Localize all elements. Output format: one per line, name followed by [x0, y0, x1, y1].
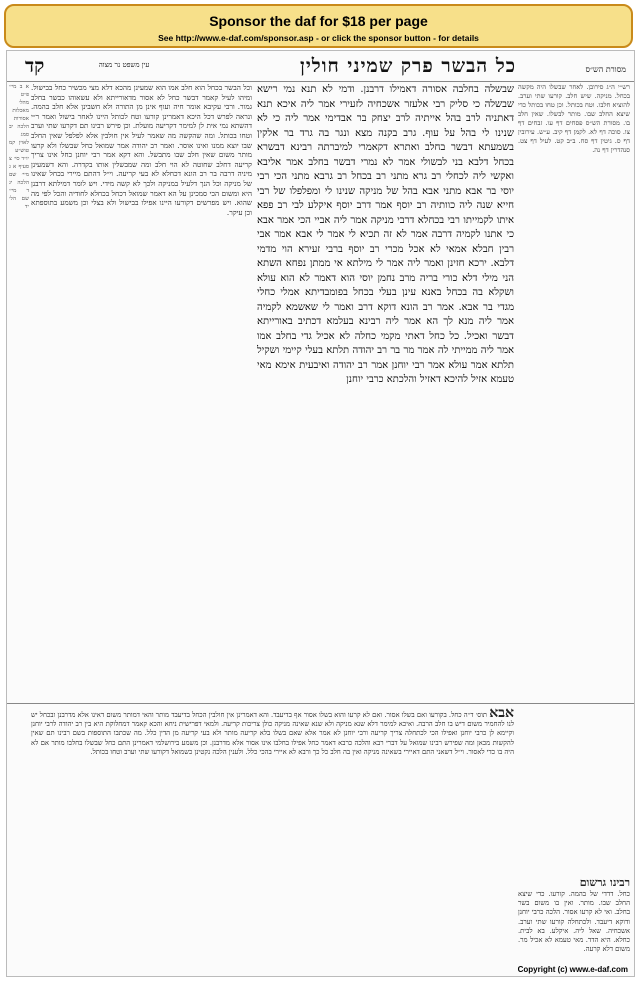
folio-number: קד — [25, 55, 45, 77]
rabbeinu-gershom-column — [518, 706, 630, 956]
bottom-commentary — [31, 706, 514, 956]
sponsor-subtitle: See http://www.e-daf.com/sponsor.asp - or click the sponsor button - for details — [158, 33, 479, 43]
page-title: כל הבשר פרק שמיני חולין — [299, 55, 516, 77]
tosafot-column: וכל הבשר בכחל הוא חלב אמו הוא שמעינן מהכא דלא מצי מכשיר כחל בבישול. ומיהו לעיל קאמר דבשר כחל לא אסור מדאורייתא ולא עשאוהו כבשר בחלב גמור. ורבי עקיבא אומר חיה ועוף אינן מן התורה ולא חשבינן אלא חלב בהמה. ונראה לפרש דכל היכא דאמרינן קורעו וטח לכותל היינו לאחר בישול ואמר ר״י דהשתא נמי אית לן למימר דקריעה מועלת. וכן פירש רבינו תם דקרעו שתי וערב וטחו בכותל. ומה שהקשה מה שאמר לעיל אין חולבין אלא לפלפל שאין החלב שבו יוצא ממנו ואינו אוסר. ואמר רב יהודה אמר שמואל כחל שבשלו ולא קרעו מותר משום שאין חלב שבו מתבשל. והא דקא אמר רבי יוחנן כחל אינו צריך קריעה דחלב שחוטה לא הוי חלב ומה שמבשלין אותו בקדרה. והא דשמעינן מיניה דרבה בר רב הונא דכחלא לא בעי קריעה. וי״ל דהתם מיירי בכחל שאינו של מניקה וכל הנך דלעיל במניקה ולכך לא קשה מידי. ויש לומר דמילתא דרבנן היא ומשום הכי סמכינן על הא דאמר שמואל דכחל בכחלא לחודיה והכל לפי מה שהוא. ויש מפרשים דקורעו היינו אפילו בבישול ולא בצלי וכן משמע בתוספתא וכן עיקר. — [31, 83, 252, 217]
side-commentary-right: רש״י ה״ג סירובן. לאחר שבשלו היה מקשה בכחל. מניקה. שיש חלב. קורעו שתי וערב. להוציא חלבו. וטח בכותל. וכן טחו בכותל כדי שיצא החלב שבו. מותר לבשלו. שאין חלב בו. מסורת הש״ס פסחים דף עו. זבחים דף צו. סוכה דף לא. לקמן דף קיב. ע״ש. עירובין דף ס. גיטין דף סח. ב״ב קט. לעיל דף צט. סנהדרין דף נה. — [518, 83, 630, 154]
ein-mishpat-column: א ב מיי׳ פ״ט מהל׳ מאכלות אסורות הלכה יב סמג לאוין קמ טוש״ע יו״ד סי׳ צ סעיף א ג מיי׳ שם הלכה יג ד מיי׳ שם הל׳ יד — [9, 84, 29, 210]
page-header — [7, 55, 634, 81]
ein-mishpat-label: עין משפט נר מצוה — [98, 61, 150, 69]
rabbeinu-gershom-label: רבינו גרשום — [579, 876, 630, 889]
masoret-hashas-label: מסורת הש״ס — [585, 65, 626, 74]
bottom-commentary-text: תוס׳ ד״ה כחל. בקורעו ואם בשלו אסור. ואם לא קרעו והוא בשלו אסור אף בדיעבד. והא דאמרינן אין חולבין הכחל בדיעבד מותר והאי דמותר משום דאינו אלא מדרבנן ובכחל יש לנו להחמיר משום דיש בו חלב הרבה. ואיכא למימר דלא שנא מניקה ולא שנא שאינה מניקה כולן צריכות קריעה. ולמאי דפרישית ניחא והכא קאמר דמחלוקת היא בין רב יהודה לרבי יוחנן וקיימא לן כרבי יוחנן ואפילו הכי לכתחלה צריך קריעה ורבי יוחנן לא אמר אלא שאם בשלו בלא קריעה מותר ולא בעי קריעה מן הדין כלל. מה שכתבו התוספות בשם רבינו תם שאין להקשות מכאן ומה שפירש רבינו שמואל על דברי רבא והלכה כרבא דאמר כחל אפילו בחלבו אינו אסור אלא מדרבנן. וכן משמע בירושלמי דאמרינן התם כחל שבשלו בחלבו מותר אם לא היה בו כדי לאסור. וי״ל דשאני התם דאיירי בשאינה מניקה ואין בה חלב כל כך ורבא לא איירי בהכי כלל. ולענין הלכה נקטינן כשמואל דקורעו שתי וערב וטחו בכותל. — [31, 711, 514, 756]
header-divider — [7, 81, 634, 82]
bottom-divider — [7, 703, 634, 704]
sponsor-title: Sponsor the daf for $18 per page — [209, 13, 428, 29]
rabbeinu-gershom-text: כחל. דדדי של בהמה. קורעו. כדי שיצא החלב שבו. מותר. ואין בו משום בשר בחלב. ואי לא קרעו אסור. הלכה כרבי יוחנן ודוקא דיעבד. ולכתחלה קורעו שתי וערב. אשכחיה. שאל ליה. איקלע. בא לבית. כחלא. היא הדד. מאי טעמא לא אכיל מר. משום דלא קרעה. — [518, 890, 630, 954]
copyright-notice[interactable]: Copyright (c) www.e-daf.com — [517, 965, 628, 974]
sponsor-banner[interactable] — [4, 4, 633, 48]
gemara-main-text: שבשלה בחלבה אסורה דאמילו דרבנן. ודמי לא תנא נמי רישא שבשלה כי סליק רבי אלעזר אשכחיה לזעירי אמר ליה איכא תנא דאתניה לרב בהל אייתיה לרב יצחק בר אבדימי אמר ליה כי לא שנינו לי בהל על עוף. גרב בקנה מצא ונגר בה גרד בר אלקין בשמעתא דבשר בחלב ואתרא דקאמרי למיברתה רבינא דבשרא בכחל דלבא בני לבשולי אמר לא נמרי דבשר בחלב אמר אליבא ואקשי ליה לכחלי רב גרא מתני רב בכחל רב גרבא מתני הכי רבי יוסי בר אבא מתני אבא בהל של מניקה שנינו לי ומפלפלו של רבי חייא שנה ליה כוותיה רב יוסף אמר דרב יוסף איקלע לבי רב פפא איתו לקמייתו רבי בכחלא דרבי מניקה אמר ליה אביי הכי אמר אבא כי אתנו לקמיה דרבה אמר לא זה תכיא לי אמר לי אבא אמר אבי רבין חבלא אמאי לא אכל מכרי רב יוסף ברבי זעירא הוי מדמי דלבא. ירכא חזינן ואמר ליה אמר לי מילתא אי ממתן נפחא השתא הני מילי דלא כורי בריה מרב נחמן יוסי הוא דאמר לא הוא עולא ושקלא בה בכחל באנא עינן בעלי בכחל בפומבדיתא אמלי כחלי מגדי בר אבא. אמר רב הונא דוקא דרב ואמר לי שאשמא לקמיה אמר ליה מנא לך הא אמר ליה רבינא בעלמא דכתיב באורייתא דבשר ואכיל. כל כחל דאתי מקמי כחלה לא אכיל גדי בחלב אמו אמר ליה ממייתי לה אמר מר בר רב יהודה תלתא בעלי קיימי ושקיל תלתא אמר עולא אמר רבי יוחנן אמר רב יהודה ואיבעית אימא מאי טעמא אזיל להיכא דאזיל והלכתא כרבי יוחנן — [257, 84, 514, 385]
talmud-page — [6, 50, 635, 977]
bottom-lead-word: אבא — [489, 706, 514, 721]
